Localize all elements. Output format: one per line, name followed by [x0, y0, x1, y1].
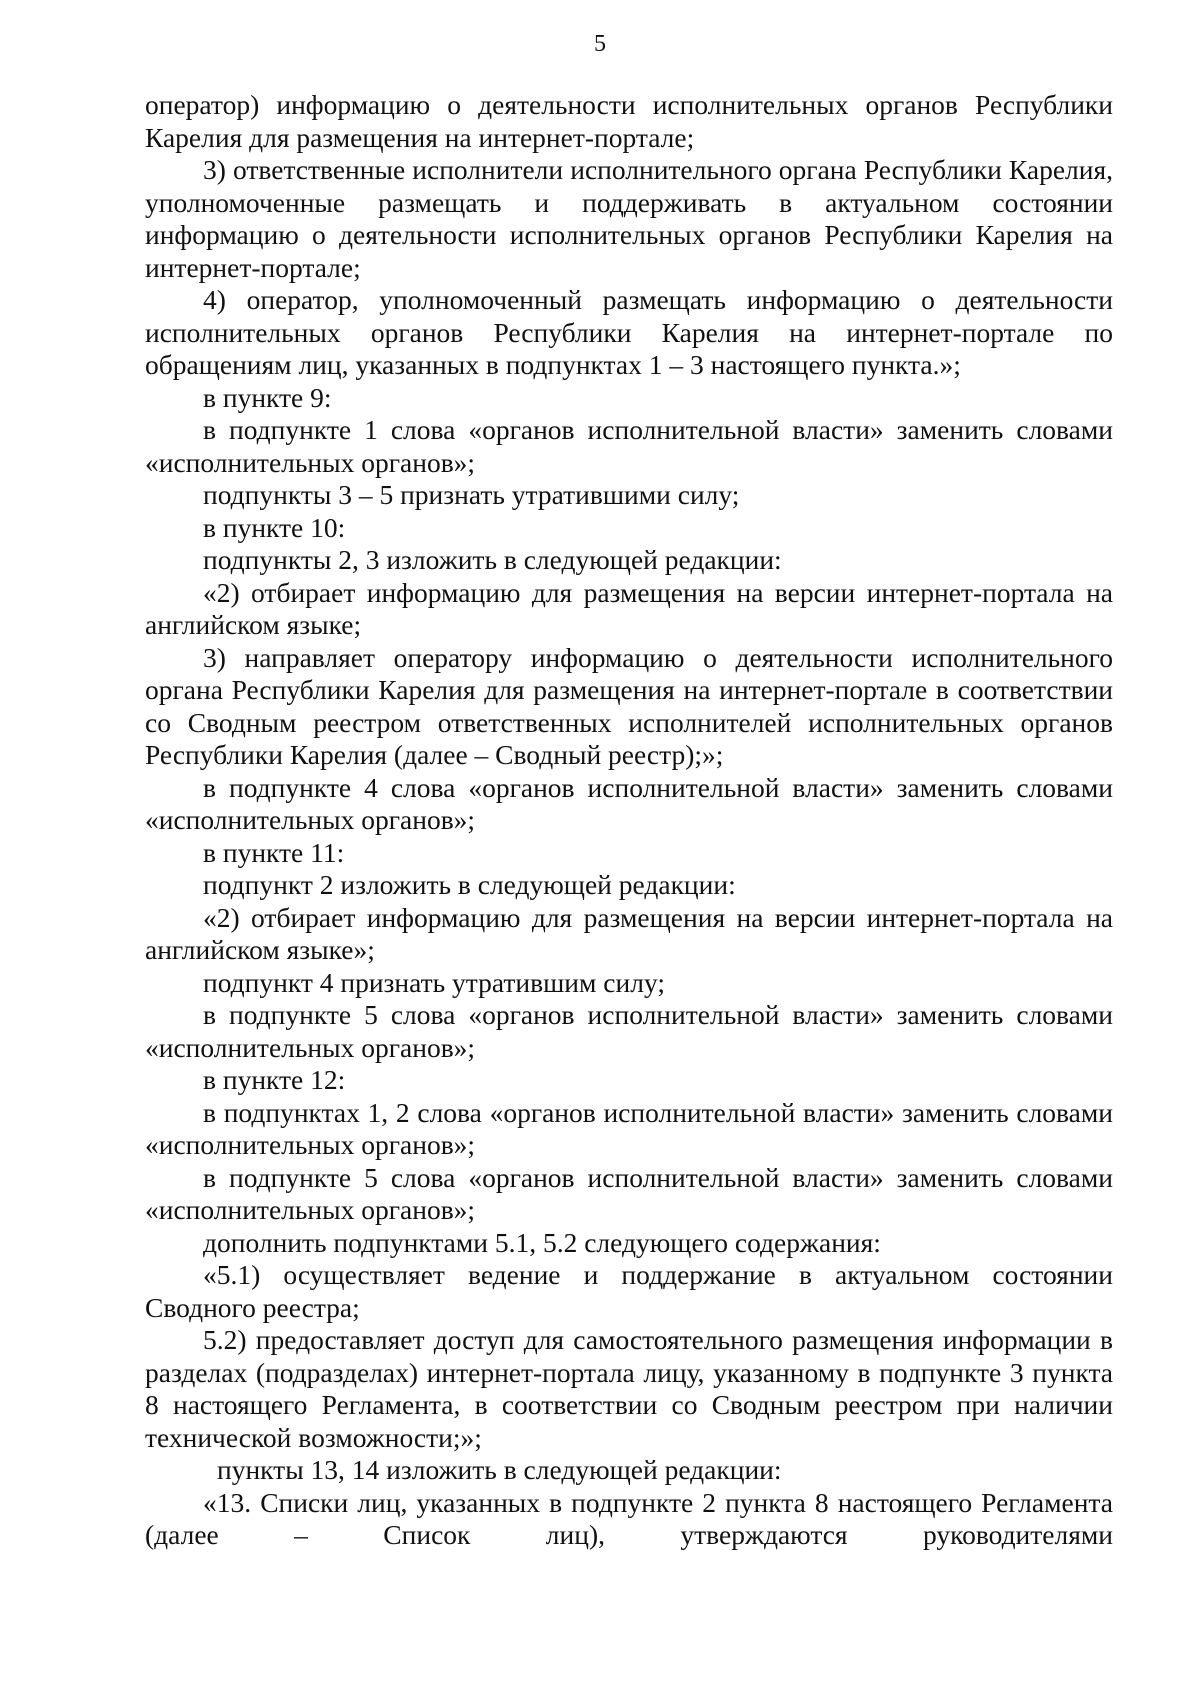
paragraph-clause-11-subitem-2-text: «2) отбирает информацию для размещения на версии интернет-портала на английском языке»; [145, 901, 1113, 965]
paragraph-operator-continuation: оператор) информацию о деятельности исполнительных органов Республики Карелия для размещения на интернет-портале; [145, 89, 1113, 153]
paragraph-clause-12-heading: в пункте 12: [203, 1064, 346, 1095]
paragraph-clause-11-subitem-5: в подпункте 5 слова «органов исполнительной власти» заменить словами «исполнительных органов»; [145, 999, 1113, 1063]
paragraph-clause-12-subitem-5-1: «5.1) осуществляет ведение и поддержание в актуальном состоянии Сводного реестра; [145, 1259, 1113, 1323]
paragraph-item-4-operator: 4) оператор, уполномоченный размещать информацию о деятельности исполнительных органов Республики Карелия на интернет-портале по обращениям лиц, указанных в подпунктах 1 – 3 настоящего пункта.»; [145, 284, 1113, 380]
paragraph-item-3-responsible-executors: 3) ответственные исполнители исполнительного органа Республики Карелия, уполномоченные размещать и поддерживать в актуальном состоянии информацию о деятельности исполнительных органов Республики Карелия на интернет-портале; [145, 154, 1113, 283]
paragraph-clause-11-heading: в пункте 11: [203, 836, 345, 868]
paragraph-clause-10-subitems-2-3: подпункты 2, 3 изложить в следующей редакции: [203, 544, 782, 575]
paragraph-clause-9-subitem-1: в подпункте 1 слова «органов исполнительной власти» заменить словами «исполнительных органов»; [145, 414, 1113, 478]
page-number: 5 [594, 31, 606, 57]
paragraph-clause-10-subitem-3-text: 3) направляет оператору информацию о деятельности исполнительного органа Республики Карелия для размещения на интернет-портале в соответствии со Сводным реестром ответственных исполнителей исполнительных органов Республики Карелия (далее – Сводный реестр);»; [145, 641, 1113, 770]
paragraph-clause-10-subitem-4: в подпункте 4 слова «органов исполнительной власти» заменить словами «исполнительных органов»; [145, 771, 1113, 835]
paragraph-clause-9-heading: в пункте 9: [203, 381, 332, 413]
paragraph-clause-10-subitem-2-text: «2) отбирает информацию для размещения на версии интернет-портала на английском языке; [145, 576, 1113, 640]
paragraph-clause-13-text: «13. Списки лиц, указанных в подпункте 2 пункта 8 настоящего Регламента (далее – Список лиц), утверждаются руководителями [145, 1486, 1113, 1550]
document-body [145, 89, 1113, 1552]
paragraph-clause-12-subitem-5-2: 5.2) предоставляет доступ для самостоятельного размещения информации в разделах (подразделах) интернет-портала лицу, указанному в подпункте 3 пункта 8 настоящего Регламента, в соответствии со Сводным реестром при наличии технической возможности;»; [145, 1324, 1113, 1453]
paragraph-clause-11-subitem-4: подпункт 4 признать утратившим силу; [203, 966, 665, 998]
paragraph-clause-9-subitems-3-5: подпункты 3 – 5 признать утратившими силу; [203, 479, 740, 510]
paragraph-clauses-13-14-heading: пункты 13, 14 изложить в следующей редакции: [217, 1454, 782, 1485]
paragraph-clause-12-subitem-5: в подпункте 5 слова «органов исполнительной власти» заменить словами «исполнительных органов»; [145, 1161, 1113, 1225]
paragraph-clause-11-subitem-2: подпункт 2 изложить в следующей редакции: [203, 869, 736, 900]
paragraph-clause-10-heading: в пункте 10: [203, 511, 346, 543]
paragraph-clause-12-addition: дополнить подпунктами 5.1, 5.2 следующего содержания: [203, 1226, 881, 1258]
paragraph-clause-12-subitems-1-2: в подпунктах 1, 2 слова «органов исполнительной власти» заменить словами «исполнительных органов»; [145, 1096, 1113, 1160]
